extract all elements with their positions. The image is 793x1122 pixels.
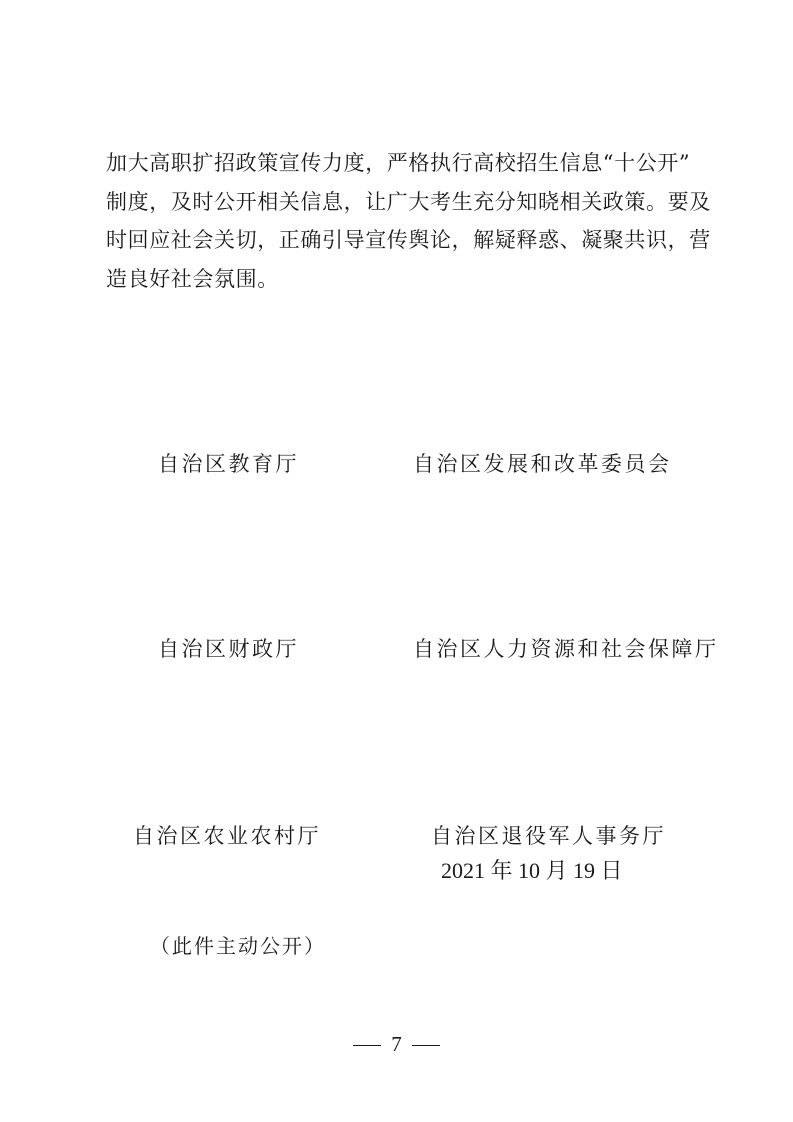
footer-dash-right bbox=[412, 1045, 440, 1046]
body-paragraph bbox=[106, 144, 711, 298]
disclosure-note: （此件主动公开） bbox=[150, 934, 326, 958]
paragraph-line: 时回应社会关切，正确引导宣传舆论，解疑释惑、凝聚共识，营 bbox=[106, 228, 711, 252]
signatory-veterans: 自治区退役军人事务厅 bbox=[431, 824, 666, 848]
page-number: 7 bbox=[391, 1032, 402, 1056]
signatory-agriculture: 自治区农业农村厅 bbox=[133, 824, 321, 848]
paragraph-line: 造良好社会氛围。 bbox=[106, 266, 279, 291]
document-date: 2021 年 10 月 19 日 bbox=[441, 858, 623, 883]
paragraph-line: 制度，及时公开相关信息，让广大考生充分知晓相关政策。要及 bbox=[106, 189, 711, 214]
footer-dash-left bbox=[353, 1045, 381, 1046]
signatory-finance: 自治区财政厅 bbox=[158, 637, 299, 661]
signatory-development-reform: 自治区发展和改革委员会 bbox=[413, 452, 672, 476]
signatory-education: 自治区教育厅 bbox=[158, 452, 299, 476]
page-footer bbox=[0, 1030, 793, 1058]
signatory-hr-social-security: 自治区人力资源和社会保障厅 bbox=[413, 637, 719, 661]
paragraph-line: 加大高职扩招政策宣传力度，严格执行高校招生信息“十公开” bbox=[106, 151, 691, 175]
